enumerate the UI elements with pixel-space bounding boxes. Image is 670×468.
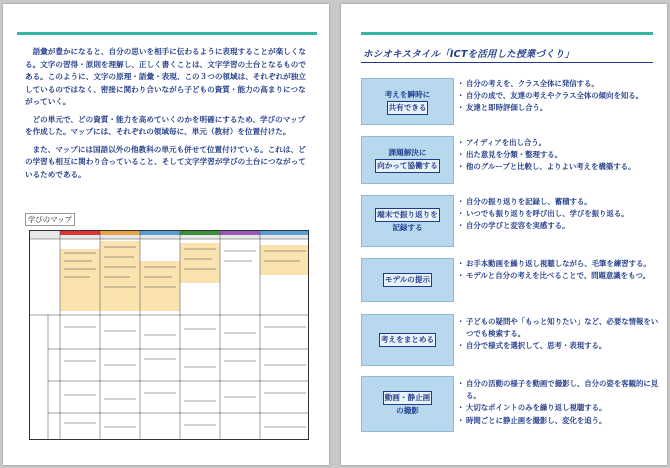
collaborate-list [457,137,661,174]
map-cell-highlight-1 [60,249,100,311]
category-summarize-line1: 考えをまとめる [379,333,436,347]
list-item: ・ 出た意見を分類・整理する。 [457,149,661,161]
category-share-line1: 考えを瞬時に [384,89,431,99]
category-model-line1: モデルの提示 [383,273,432,287]
list-item: ・ 自分の活動の様子を動画で撮影し、自分の姿を客観的に見る。 [457,378,661,402]
share-list [457,78,661,115]
category-model [361,258,454,302]
paragraph-1: 語彙が豊かになると、自分の思いを相手に伝わるように表現することが楽しくなる。文字の習得・原則を理解し、正しく書くことは、文字学習の土台となるものである。このように、文字の原理・語彙・表現、この３つの領域は、それぞれが独立しているのではなく、密接に関わり合いながら子どもの資質・能力の高まりにつながっていく。 [25,47,306,106]
category-collaborate [361,136,454,184]
category-capture [361,376,454,432]
list-item: ・ お手本動画を繰り返し視聴しながら、毛筆を練習する。 [457,258,661,270]
summarize-list [457,316,661,353]
list-item: ・ 自分で様式を選択して、思考・表現する。 [457,340,661,352]
list-item: ・ 自分の成で、友達の考えやクラス全体の傾向を知る。 [457,90,661,102]
list-item: ・ 子どもの疑問や「もっと知りたい」など、必要な情報をいつでも検索する。 [457,316,661,340]
map-header-orange [100,231,140,235]
category-share [361,78,454,125]
list-item: ・ モデルと自分の考えを比べることで、問題意識をもつ。 [457,270,661,282]
paragraph-2: どの単元で、どの資質・能力を高めていくのかを明確にするため、学びのマップを作成した。マップには、それぞれの領域毎に、単元（教材）を位置付けた。 [25,114,306,136]
learning-map-table [29,230,309,440]
list-item: ・ 大切なポイントのみを繰り返し視聴する。 [457,402,661,414]
map-label-underline [25,225,75,226]
map-header-green [180,231,220,235]
category-summarize [361,314,454,366]
map-header-purple [220,231,260,235]
list-item: ・ 自分の学びと変容を実感する。 [457,220,661,232]
model-list [457,258,661,282]
list-item: ・ いつでも振り返りを呼び出し、学びを振り返る。 [457,208,661,220]
reflection-list [457,196,661,233]
title-underline [361,62,653,63]
category-capture-line2: の撮影 [396,406,419,415]
learning-map-grid [30,231,309,440]
category-reflection-line2: 記録する [392,223,423,232]
capture-list [457,378,661,427]
list-item: ・ 自分の振り返りを記録し、蓄積する。 [457,196,661,208]
category-collaborate-line1: 課題解決に [388,148,427,157]
category-reflection-line1: 端末で振り返りを [375,208,440,222]
map-label: 学びのマップ [25,213,75,226]
list-item: ・ アイディアを出し合う。 [457,137,661,149]
list-item: ・ 他のグループと比較し、よりよい考えを構築する。 [457,161,661,173]
category-reflection [361,195,454,247]
map-cell-highlight-3 [140,261,180,311]
map-header-blue [140,231,180,235]
ict-style-title: ホシオキスタイル「ICTを活用した授業づくり」 [363,49,575,60]
list-item: ・ 友達と即時評価し合う。 [457,102,661,114]
map-cell-highlight-2 [100,241,140,311]
map-cell-highlight-5 [260,245,309,275]
map-header-red [60,231,100,235]
category-share-line2: 共有できる [387,101,429,115]
map-header-blue-2 [260,231,309,235]
right-page [341,4,667,465]
header-rule-right [361,32,653,35]
list-item: ・ 時間ごとに静止画を撮影し、変化を追う。 [457,415,661,427]
body-text [25,46,309,186]
paragraph-3: また、マップには国語以外の他教科の単元も併せて位置付けている。これは、どの学習も相互に関わり合っていること、そして文字学習が学びの土台につながっているためである。 [25,144,306,179]
left-page [3,4,329,465]
category-capture-line1: 動画・静止画 [383,391,433,405]
category-collaborate-line2: 向かって協働する [375,159,440,173]
header-rule [17,32,317,35]
list-item: ・ 自分の考えを、クラス全体に発信する。 [457,78,661,90]
